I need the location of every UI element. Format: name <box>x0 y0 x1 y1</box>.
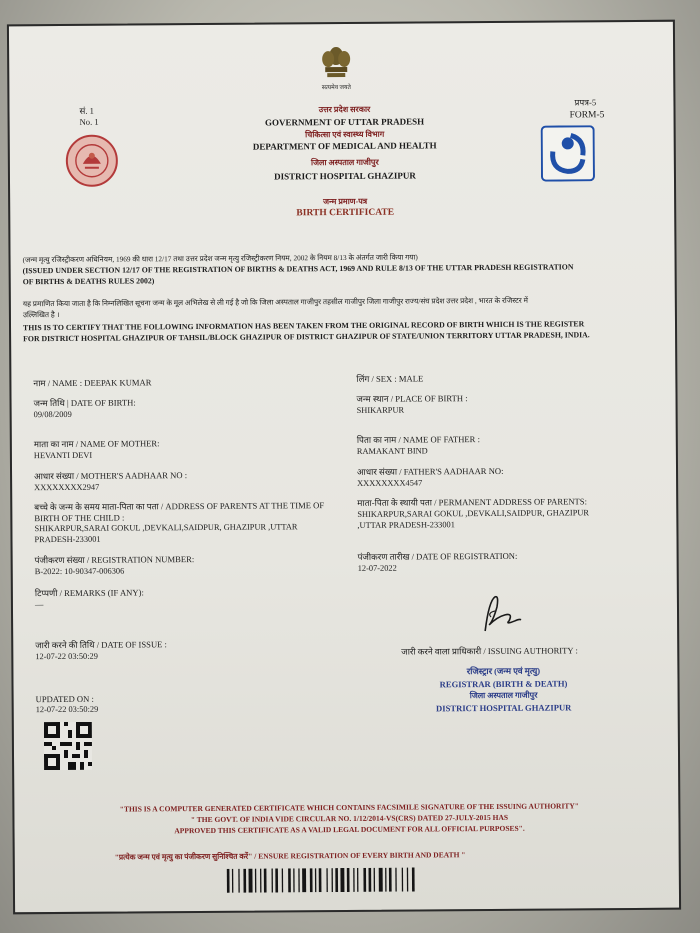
footer-note-line1: "THIS IS A COMPUTER GENERATED CERTIFICATE WHICH CONTAINS FACSIMILE SIGNATURE OF THE ISSUING AUTHORITY" <box>119 801 579 814</box>
father-name-label: पिता का नाम / NAME OF FATHER : <box>356 434 480 445</box>
qr-code-icon <box>44 722 92 770</box>
footer-note-line2: " THE GOVT. OF INDIA VIDE CIRCULAR NO. 1/12/2014-VS(CRS) DATED 27-JULY-2015 HAS <box>190 812 509 825</box>
updated-on-value: 12-07-22 03:50:29 <box>35 704 99 715</box>
birth-address-label-line2: BIRTH OF THE CHILD : <box>34 512 125 524</box>
stamp-line4: DISTRICT HOSPITAL GHAZIPUR <box>435 702 572 714</box>
place-of-birth-value: SHIKARPUR <box>356 405 405 415</box>
mother-name-value: HEVANTI DEVI <box>33 450 93 461</box>
ensure-registration-hindi: "प्रत्येक जन्म एवं मृत्यु का पंजीकरण सुनिश्चित करें" <box>114 851 253 862</box>
ensure-registration-line <box>115 850 466 862</box>
ensure-registration-en: / ENSURE REGISTRATION OF EVERY BIRTH AND DEATH " <box>254 850 466 861</box>
permanent-address-value-line2: ,UTTAR PRADESH-233001 <box>357 520 455 530</box>
footer-note-line3: APPROVED THIS CERTIFICATE AS A VALID LEGAL DOCUMENT FOR ALL OFFICIAL PURPOSES". <box>174 823 525 836</box>
issued-under-line2: OF BIRTHS & DEATHS RULES 2002) <box>22 276 155 287</box>
serial-no-hindi: सं. 1 <box>79 105 94 116</box>
remarks-label: टिप्पणी / REMARKS (IF ANY): <box>34 587 144 599</box>
dept-en: DEPARTMENT OF MEDICAL AND HEALTH <box>252 140 437 152</box>
birth-certificate <box>7 20 681 915</box>
issued-under-hindi: (जन्म मृत्यु रजिस्ट्रीकरण अधिनियम, 1969 की धारा 12/17 तथा उत्तर प्रदेश जन्म मृत्यु रजिस्ट्रीकरण नियम, 2002 के नियम 8/13 के अंतर्गत जारी किया गया) <box>22 252 418 265</box>
birth-certificate-logo-icon <box>541 125 595 181</box>
issue-date-value: 12-07-22 03:50:29 <box>35 651 98 662</box>
registration-date-value: 12-07-2022 <box>357 563 397 573</box>
emblem-motto: सत्यमेव जयते <box>321 84 351 92</box>
remarks-value: — <box>34 600 44 610</box>
name-field: नाम / NAME : DEEPAK KUMAR <box>33 377 152 389</box>
stamp-line3: जिला अस्पताल गाजीपुर <box>469 690 538 701</box>
birth-address-value-line1: SHIKARPUR,SARAI GOKUL ,DEVKALI,SAIDPUR, GHAZIPUR ,UTTAR <box>34 522 298 534</box>
registration-number-label: पंजीकरण संख्या / REGISTRATION NUMBER: <box>34 554 195 566</box>
father-aadhaar-value: XXXXXXXX4547 <box>357 478 423 488</box>
mother-name-label: माता का नाम / NAME OF MOTHER: <box>33 438 160 450</box>
registration-number-value: B-2022: 10-90347-006306 <box>34 566 125 577</box>
dob-label: जन्म तिथि | DATE OF BIRTH: <box>33 397 136 409</box>
issue-date-label: जारी करने की तिथि / DATE OF ISSUE : <box>35 639 167 651</box>
birth-address-value-line2: PRADESH-233001 <box>34 534 101 545</box>
certificate-title: BIRTH CERTIFICATE <box>296 207 395 219</box>
stamp-line1: रजिस्ट्रार (जन्म एवं मृत्यु) <box>466 665 541 677</box>
certify-hindi-line2: उल्लिखित है । <box>22 309 60 320</box>
place-of-birth-label: जन्म स्थान / PLACE OF BIRTH : <box>356 393 468 404</box>
barcode-icon <box>225 867 465 893</box>
updated-on-label: UPDATED ON : <box>35 693 94 705</box>
gov-en: GOVERNMENT OF UTTAR PRADESH <box>264 116 425 128</box>
sex-field: लिंग / SEX : MALE <box>356 373 424 384</box>
mother-aadhaar-label: आधार संख्या / MOTHER'S AADHAAR NO : <box>34 470 188 482</box>
form-no-hindi: प्रपत्र-5 <box>574 97 597 108</box>
up-govt-seal-icon <box>65 134 119 188</box>
certificate-title-hindi: जन्म प्रमाण-पत्र <box>323 196 368 207</box>
father-aadhaar-label: आधार संख्या / FATHER'S AADHAAR NO: <box>356 465 504 477</box>
stamp-line2: REGISTRAR (BIRTH & DEATH) <box>439 678 568 690</box>
hospital-en: DISTRICT HOSPITAL GHAZIPUR <box>274 170 416 182</box>
permanent-address-value-line1: SHIKARPUR,SARAI GOKUL ,DEVKALI,SAIDPUR, GHAZIPUR <box>357 508 590 519</box>
gov-hindi: उत्तर प्रदेश सरकार <box>318 104 371 115</box>
certify-en-line1: THIS IS TO CERTIFY THAT THE FOLLOWING INFORMATION HAS BEEN TAKEN FROM THE ORIGINAL RECORD OF BIRTH WHICH IS THE REGISTER <box>22 319 585 333</box>
signature-icon <box>475 591 525 635</box>
dept-hindi: चिकित्सा एवं स्वास्थ्य विभाग <box>305 129 385 140</box>
birth-address-label-line1: बच्चे के जन्म के समय माता-पिता का पता / ADDRESS OF PARENTS AT THE TIME OF <box>34 500 325 513</box>
registration-date-label: पंजीकरण तारीख / DATE OF REGISTRATION: <box>357 550 518 562</box>
certify-en-line2: FOR DISTRICT HOSPITAL GHAZIPUR OF TAHSIL/BLOCK GHAZIPUR OF DISTRICT GHAZIPUR OF STATE/UNION TERRITORY UTTAR PRADESH, INDIA. <box>23 330 590 344</box>
father-name-value: RAMAKANT BIND <box>356 446 428 456</box>
permanent-address-label: माता-पिता के स्थायी पता / PERMANENT ADDRESS OF PARENTS: <box>357 496 587 508</box>
issued-under-line1: (ISSUED UNDER SECTION 12/17 OF THE REGISTRATION OF BIRTHS & DEATHS ACT, 1969 AND RULE 8/13 OF THE UTTAR PRADESH REGISTRATION <box>22 262 574 276</box>
mother-aadhaar-value: XXXXXXXX2947 <box>34 482 100 493</box>
dob-value: 09/08/2009 <box>33 409 72 420</box>
certify-hindi-line1: यह प्रमाणित किया जाता है कि निम्नलिखित सूचना जन्म के मूल अभिलेख से ली गई है जो कि जिला अस्पताल गाजीपुर तहसील गाजीपुर जिला गाजीपुर राज्य/संघ प्रदेश उत्तर प्रदेश , भारत के रजिस्टर में <box>22 295 528 309</box>
hospital-hindi: जिला अस्पताल गाजीपुर <box>310 157 379 168</box>
issuing-authority-label: जारी करने वाला प्राधिकारी / ISSUING AUTHORITY : <box>401 645 578 657</box>
serial-no: No. 1 <box>79 116 99 127</box>
form-no: FORM-5 <box>569 110 605 121</box>
